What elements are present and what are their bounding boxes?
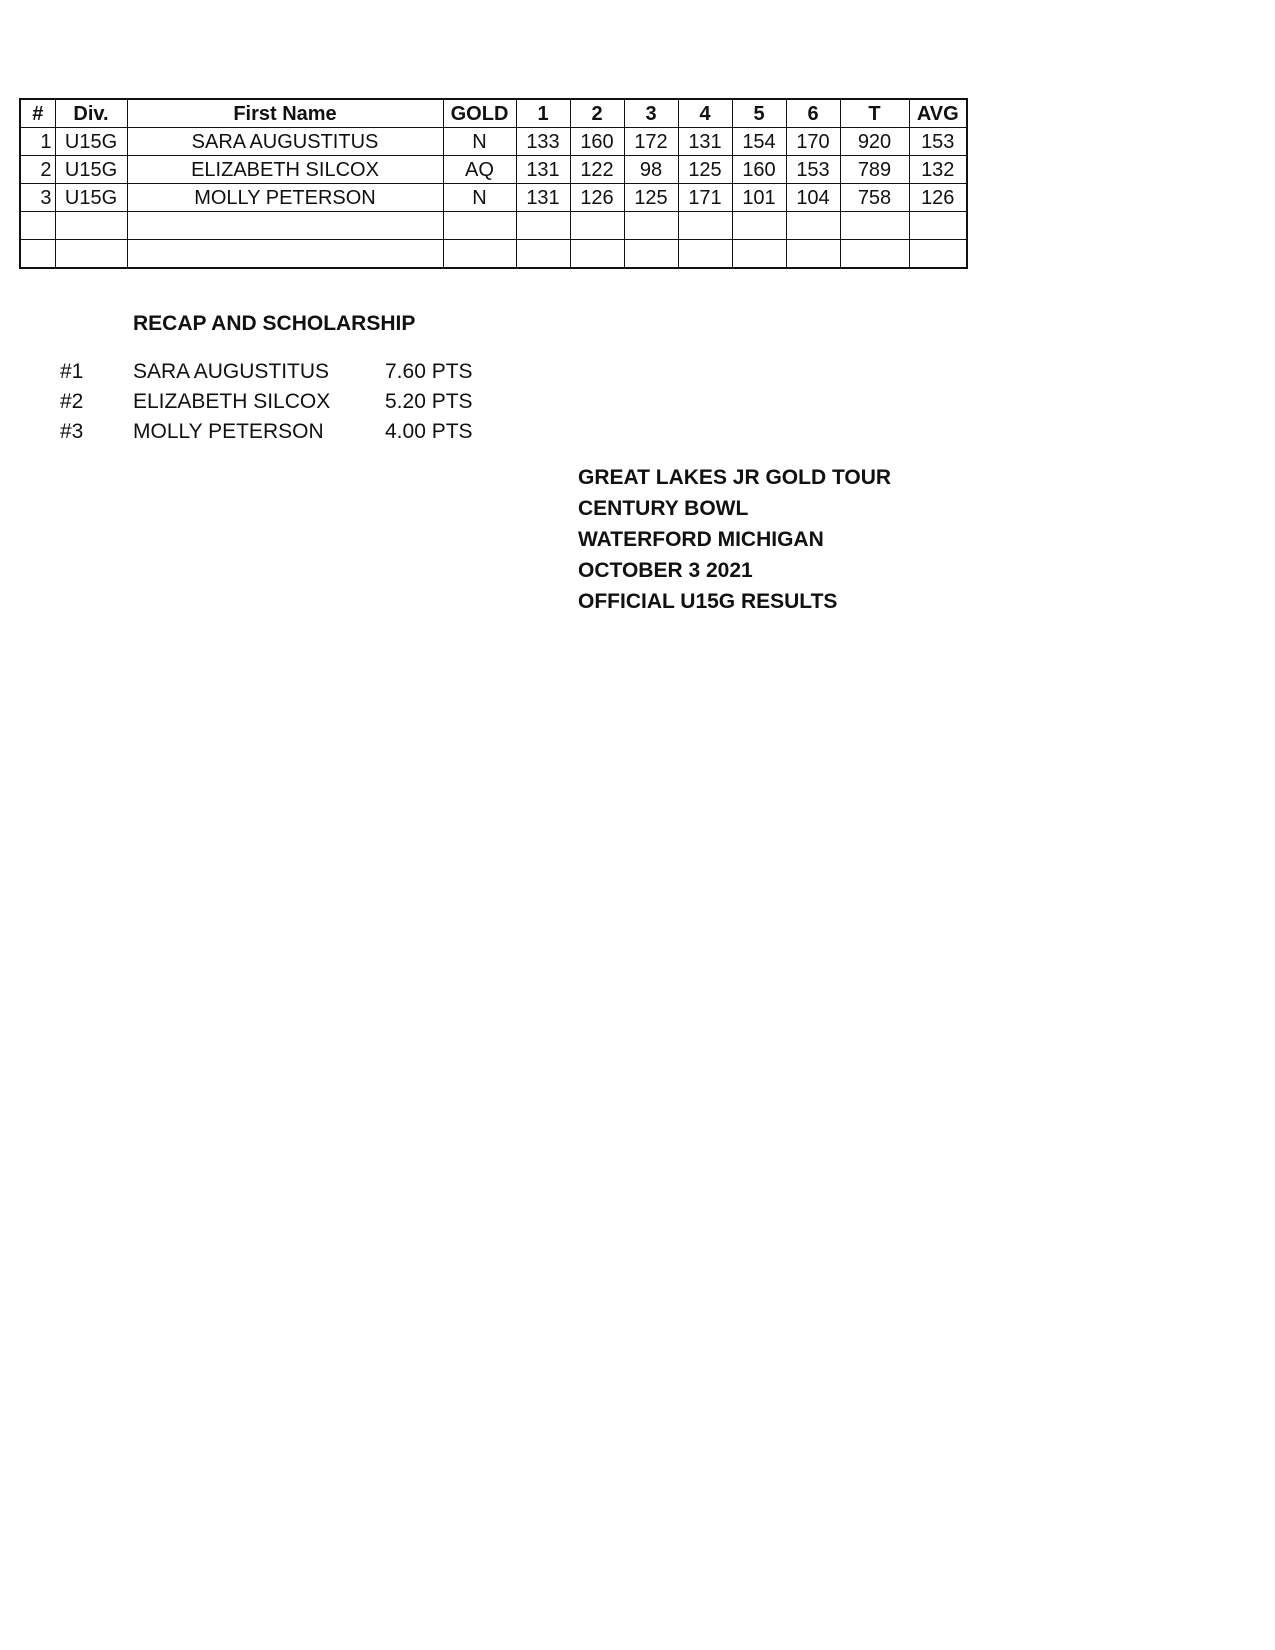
cell-game-6: 104 <box>786 184 840 212</box>
cell-division: U15G <box>55 128 127 156</box>
cell-game-6 <box>786 240 840 269</box>
cell-game-3: 125 <box>624 184 678 212</box>
cell-first-name <box>127 240 443 269</box>
cell-total: 758 <box>840 184 909 212</box>
table-row <box>20 128 967 156</box>
event-results-label: OFFICIAL U15G RESULTS <box>578 590 838 613</box>
cell-game-3: 98 <box>624 156 678 184</box>
cell-gold: N <box>443 184 516 212</box>
cell-game-2 <box>570 240 624 269</box>
recap-rank: #3 <box>60 420 84 443</box>
cell-average: 132 <box>909 156 967 184</box>
header-first-name: First Name <box>127 99 443 128</box>
table-row <box>20 156 967 184</box>
event-tour-name: GREAT LAKES JR GOLD TOUR <box>578 466 892 489</box>
event-location: WATERFORD MICHIGAN <box>578 528 824 551</box>
cell-first-name: SARA AUGUSTITUS <box>127 128 443 156</box>
header-gold: GOLD <box>443 99 516 128</box>
recap-pts: 7.60 PTS <box>385 360 473 383</box>
table-row <box>20 212 967 240</box>
results-table <box>19 98 968 269</box>
header-game-6: 6 <box>786 99 840 128</box>
recap-rank: #1 <box>60 360 84 383</box>
cell-rank: 2 <box>20 156 55 184</box>
header-total: T <box>840 99 909 128</box>
cell-gold <box>443 240 516 269</box>
cell-gold <box>443 212 516 240</box>
cell-rank <box>20 240 55 269</box>
cell-game-5: 160 <box>732 156 786 184</box>
cell-gold: N <box>443 128 516 156</box>
recap-name: SARA AUGUSTITUS <box>133 360 330 383</box>
cell-total <box>840 240 909 269</box>
recap-pts: 5.20 PTS <box>385 390 473 413</box>
cell-game-6: 153 <box>786 156 840 184</box>
header-rank: # <box>20 99 55 128</box>
header-average: AVG <box>909 99 967 128</box>
cell-average: 126 <box>909 184 967 212</box>
cell-game-3 <box>624 240 678 269</box>
cell-first-name: MOLLY PETERSON <box>127 184 443 212</box>
cell-rank: 3 <box>20 184 55 212</box>
cell-game-5: 101 <box>732 184 786 212</box>
cell-game-4: 131 <box>678 128 732 156</box>
cell-game-3 <box>624 212 678 240</box>
cell-game-4: 125 <box>678 156 732 184</box>
cell-division <box>55 212 127 240</box>
recap-rank: #2 <box>60 390 84 413</box>
event-info-block <box>578 462 891 617</box>
event-date: OCTOBER 3 2021 <box>578 559 753 582</box>
cell-game-5 <box>732 212 786 240</box>
cell-total: 789 <box>840 156 909 184</box>
cell-rank <box>20 212 55 240</box>
cell-game-6 <box>786 212 840 240</box>
header-game-1: 1 <box>516 99 570 128</box>
cell-game-3: 172 <box>624 128 678 156</box>
cell-total <box>840 212 909 240</box>
recap-pts: 4.00 PTS <box>385 420 473 443</box>
cell-game-1 <box>516 240 570 269</box>
header-game-2: 2 <box>570 99 624 128</box>
table-header-row <box>20 99 967 128</box>
header-game-3: 3 <box>624 99 678 128</box>
cell-game-1: 131 <box>516 184 570 212</box>
cell-game-5 <box>732 240 786 269</box>
cell-first-name <box>127 212 443 240</box>
cell-division: U15G <box>55 156 127 184</box>
cell-game-2: 160 <box>570 128 624 156</box>
cell-average <box>909 240 967 269</box>
cell-gold: AQ <box>443 156 516 184</box>
cell-game-1: 133 <box>516 128 570 156</box>
cell-game-2: 122 <box>570 156 624 184</box>
table-row <box>20 184 967 212</box>
recap-name: ELIZABETH SILCOX <box>133 390 331 413</box>
recap-title: RECAP AND SCHOLARSHIP <box>133 312 416 335</box>
cell-game-1: 131 <box>516 156 570 184</box>
cell-average: 153 <box>909 128 967 156</box>
cell-division <box>55 240 127 269</box>
cell-rank: 1 <box>20 128 55 156</box>
cell-first-name: ELIZABETH SILCOX <box>127 156 443 184</box>
cell-game-6: 170 <box>786 128 840 156</box>
cell-average <box>909 212 967 240</box>
cell-game-5: 154 <box>732 128 786 156</box>
event-venue: CENTURY BOWL <box>578 497 749 520</box>
header-game-4: 4 <box>678 99 732 128</box>
table-row <box>20 240 967 269</box>
cell-game-2 <box>570 212 624 240</box>
cell-game-4 <box>678 240 732 269</box>
header-division: Div. <box>55 99 127 128</box>
cell-total: 920 <box>840 128 909 156</box>
cell-game-2: 126 <box>570 184 624 212</box>
cell-division: U15G <box>55 184 127 212</box>
cell-game-4: 171 <box>678 184 732 212</box>
recap-name: MOLLY PETERSON <box>133 420 324 443</box>
cell-game-4 <box>678 212 732 240</box>
header-game-5: 5 <box>732 99 786 128</box>
cell-game-1 <box>516 212 570 240</box>
